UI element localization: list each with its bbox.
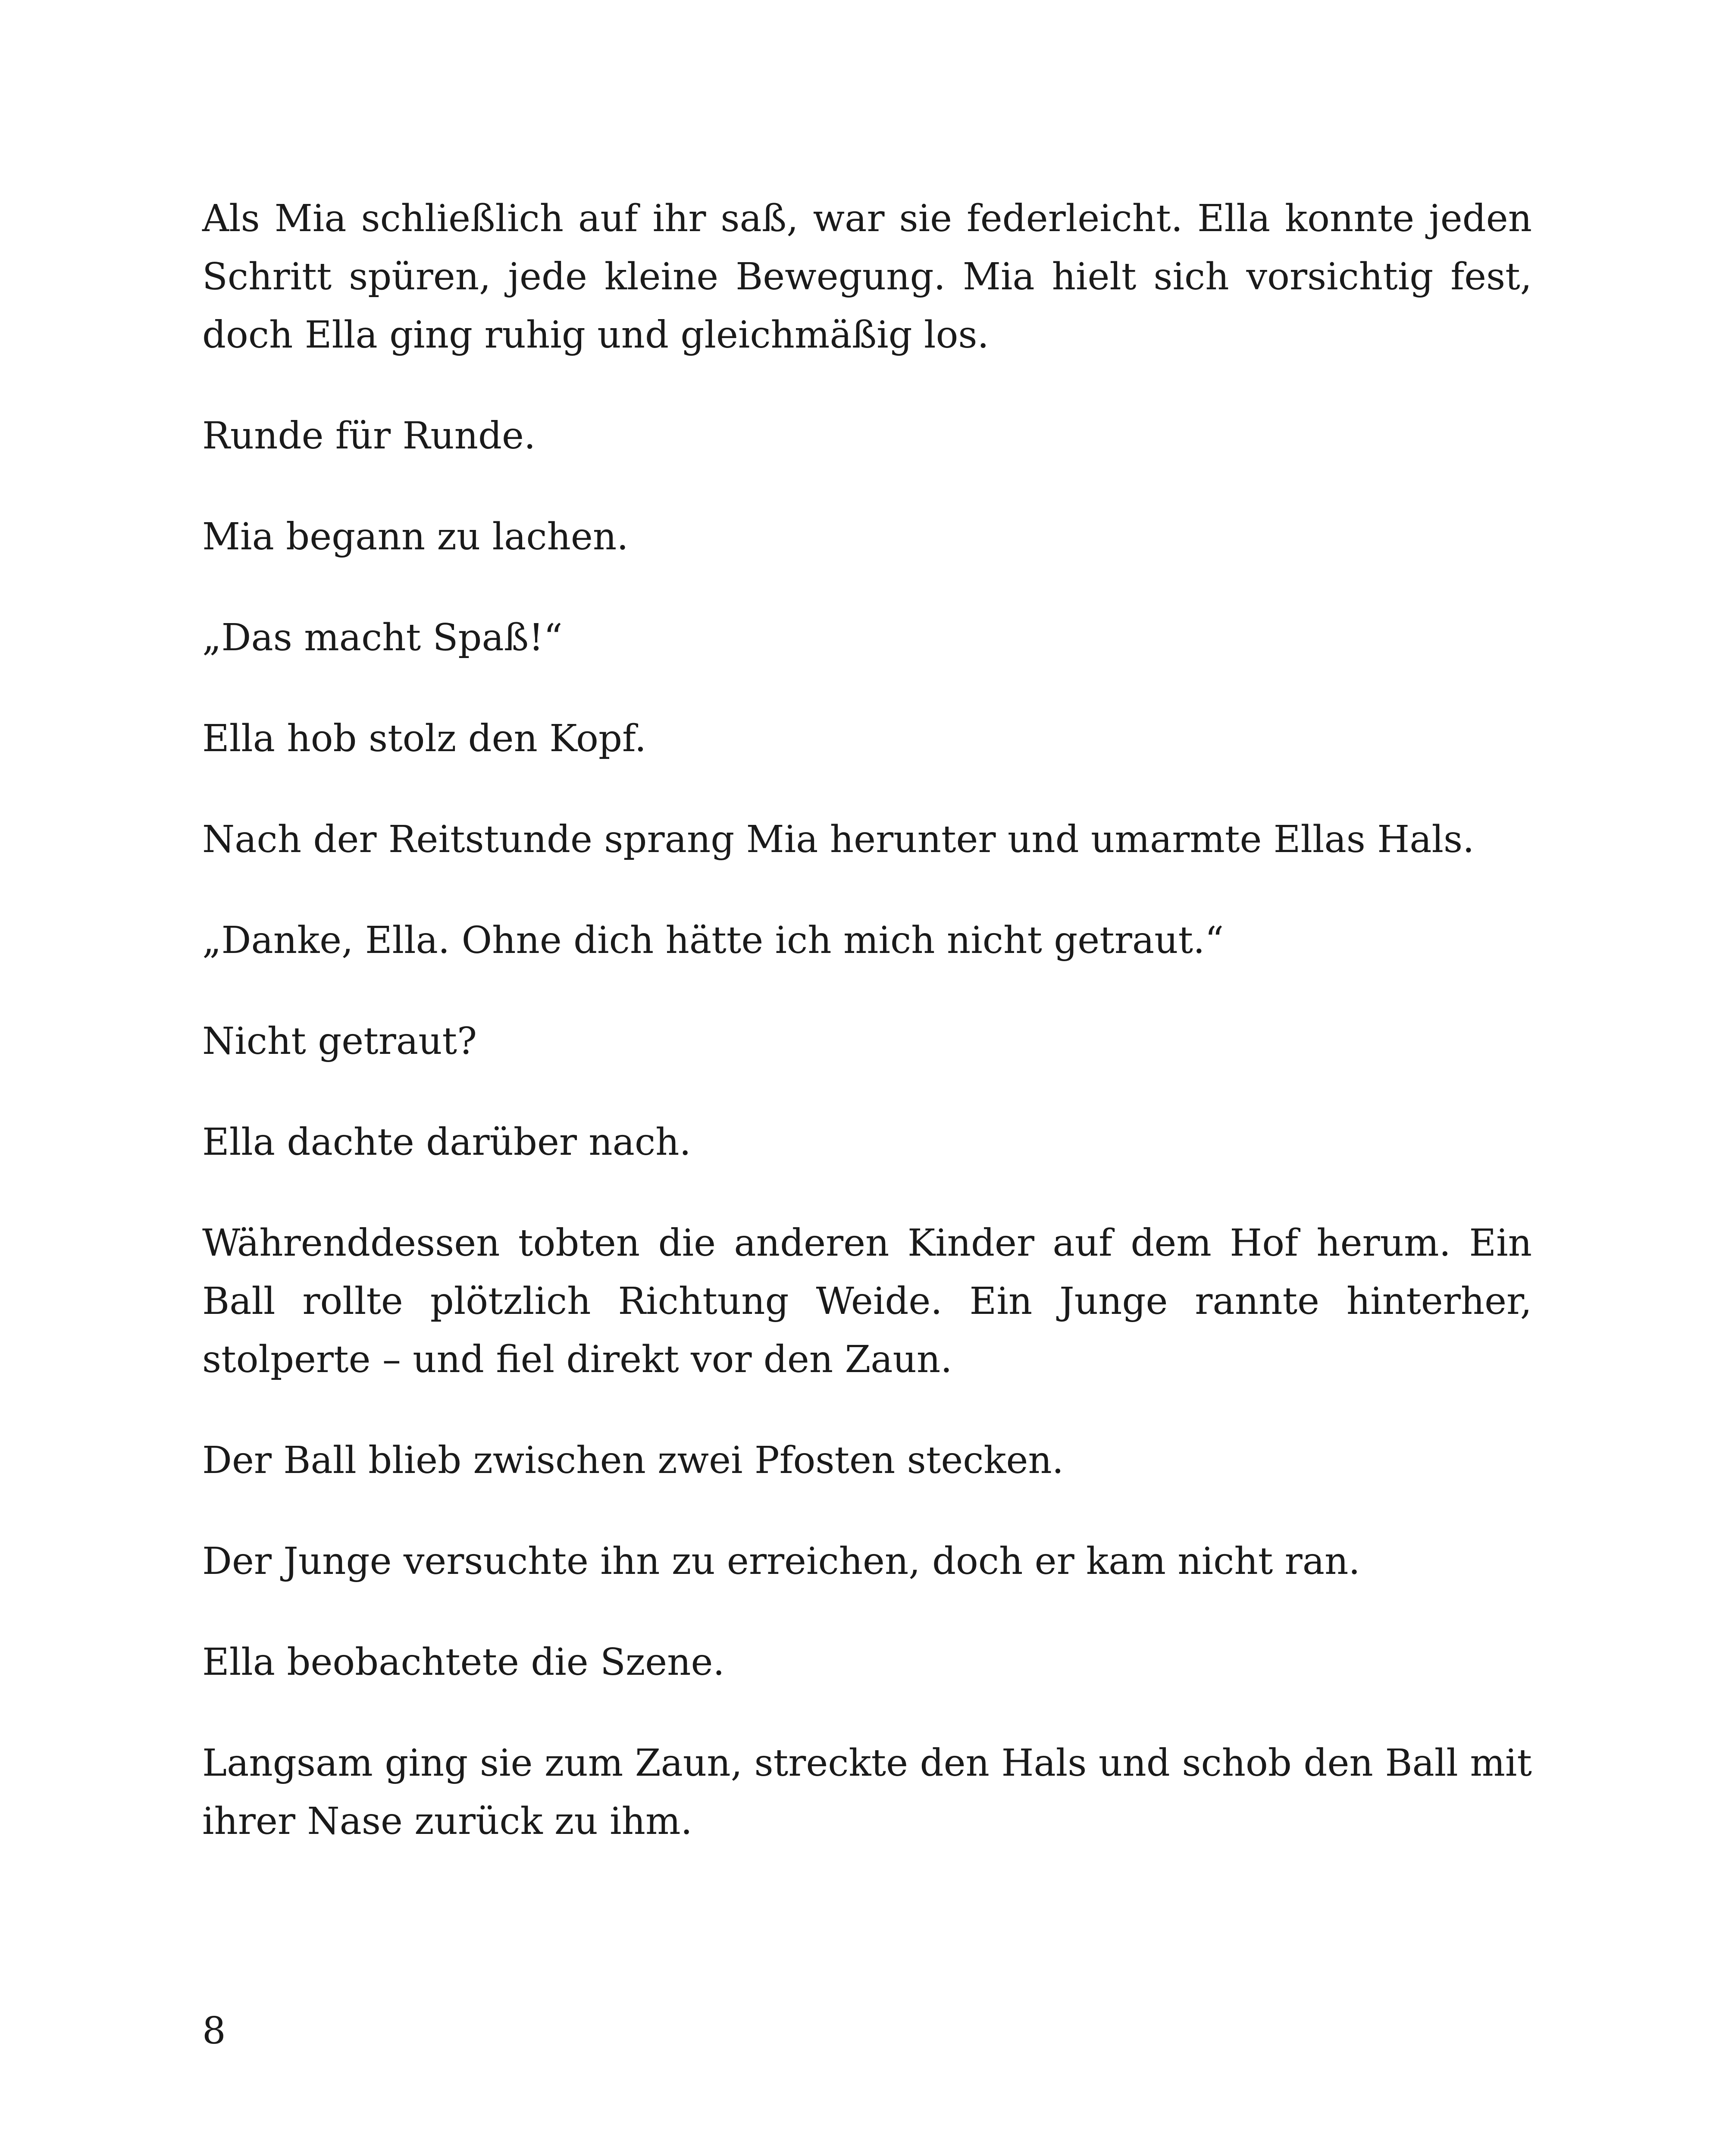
paragraph: Der Junge versuchte ihn zu erreichen, doch er kam nicht ran.: [202, 1540, 1360, 1583]
paragraph: Ella hob stolz den Kopf.: [202, 717, 647, 760]
paragraph: Runde für Runde.: [202, 414, 536, 458]
paragraph: Langsam ging sie zum Zaun, streckte den Hals und schob den Ball mit ihrer Nase zurück zu ihm.: [202, 1742, 1532, 1843]
paragraph: „Danke, Ella. Ohne dich hätte ich mich nicht getraut.“: [202, 919, 1224, 962]
paragraph: Der Ball blieb zwischen zwei Pfosten stecken.: [202, 1439, 1064, 1482]
body-text: [202, 190, 1532, 1851]
paragraph: Währenddessen tobten die anderen Kinder auf dem Hof herum. Ein Ball rollte plötzlich Richtung Weide. Ein Junge rannte hinterher, stolperte – und fiel direkt vor den Zaun.: [202, 1222, 1532, 1381]
paragraph: Ella beobachtete die Szene.: [202, 1641, 725, 1684]
paragraph: Nach der Reitstunde sprang Mia herunter und umarmte Ellas Hals.: [202, 818, 1475, 861]
paragraph: Ella dachte darüber nach.: [202, 1121, 691, 1164]
paragraph: Mia begann zu lachen.: [202, 515, 629, 558]
paragraph: „Das macht Spaß!“: [202, 616, 563, 659]
page-number: 8: [202, 2009, 226, 2053]
paragraph: Als Mia schließlich auf ihr saß, war sie federleicht. Ella konnte jeden Schritt spüren, jede kleine Bewegung. Mia hielt sich vorsichtig fest, doch Ella ging ruhig und gleichmäßig los.: [202, 197, 1532, 357]
paragraph: Nicht getraut?: [202, 1020, 477, 1063]
